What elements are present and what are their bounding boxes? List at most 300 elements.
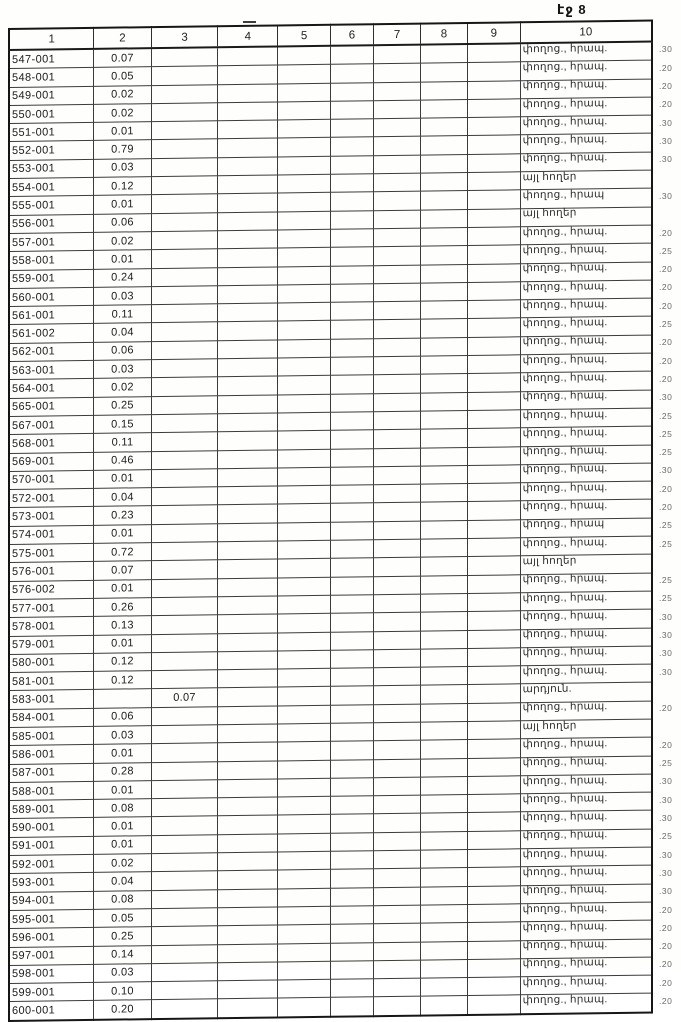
empty-cell	[374, 448, 421, 467]
land-use-cell	[520, 682, 652, 702]
area-col3-cell	[151, 871, 218, 890]
empty-cell	[218, 889, 278, 908]
parcel-id-cell: 569-001	[9, 452, 94, 471]
empty-cell	[278, 504, 331, 523]
column-header-1: 1	[9, 28, 94, 50]
land-use-label: փողոց., հրապ.	[522, 224, 608, 238]
scan-artifact-dash	[243, 21, 256, 23]
empty-cell	[374, 283, 421, 302]
land-use-label: այլ հողեր	[522, 206, 577, 220]
empty-cell	[330, 64, 373, 83]
land-use-label: փողոց., հրապ.	[522, 901, 608, 915]
empty-cell	[467, 43, 520, 62]
empty-cell	[278, 449, 331, 468]
empty-cell	[467, 227, 520, 246]
empty-cell	[420, 612, 467, 631]
area-col2-cell: 0.01	[94, 634, 151, 653]
empty-cell	[374, 503, 421, 522]
land-use-label: փողոց., հրապ	[522, 517, 605, 531]
land-use-cell	[520, 390, 652, 410]
area-col3-cell	[151, 194, 218, 213]
empty-cell	[420, 721, 467, 740]
empty-cell	[218, 376, 278, 395]
margin-note: .20	[659, 922, 673, 933]
empty-cell	[278, 431, 331, 450]
parcel-id-cell: 548-001	[9, 68, 94, 87]
area-col2-cell: 0.05	[94, 909, 151, 928]
area-col2-cell: 0.11	[94, 433, 151, 452]
area-col3-cell	[151, 176, 218, 195]
land-use-cell	[520, 737, 652, 757]
parcel-id-cell: 567-001	[9, 415, 94, 434]
empty-cell	[467, 739, 520, 758]
empty-cell	[218, 358, 278, 377]
parcel-id-cell: 580-001	[9, 653, 94, 672]
empty-cell	[374, 997, 421, 1016]
empty-cell	[218, 724, 278, 743]
page-number-label: էջ 8	[557, 2, 587, 17]
margin-note: .30	[659, 630, 673, 641]
empty-cell	[218, 157, 278, 176]
empty-cell	[374, 484, 421, 503]
column-header-2: 2	[94, 27, 151, 49]
area-col3-cell	[151, 761, 218, 780]
empty-cell	[278, 46, 331, 65]
empty-cell	[218, 541, 278, 560]
empty-cell	[278, 851, 331, 870]
parcel-id-cell: 576-002	[9, 580, 94, 599]
parcel-id-cell: 550-001	[9, 104, 94, 123]
empty-cell	[420, 118, 467, 137]
land-use-label: փողոց., հրապ.	[522, 883, 608, 897]
land-use-cell	[520, 536, 652, 556]
parcel-id-cell: 552-001	[9, 141, 94, 160]
area-col2-cell: 0.25	[94, 396, 151, 415]
empty-cell	[467, 794, 520, 813]
area-col2-cell: 0.04	[94, 323, 151, 342]
margin-note: .20	[659, 941, 673, 952]
empty-cell	[374, 191, 421, 210]
parcel-id-cell: 596-001	[9, 928, 94, 947]
empty-cell	[278, 467, 331, 486]
area-col2-cell: 0.06	[94, 341, 151, 360]
empty-cell	[278, 559, 331, 578]
parcel-id-cell: 578-001	[9, 617, 94, 636]
land-use-label: փողոց., հրապ.	[522, 828, 608, 842]
land-use-label: փողոց., հրապ.	[522, 865, 608, 879]
empty-cell	[278, 687, 331, 706]
margin-note: .20	[659, 355, 673, 366]
parcel-id-cell: 597-001	[9, 946, 94, 965]
area-col2-cell: 0.72	[94, 543, 151, 562]
empty-cell	[420, 246, 467, 265]
empty-cell	[420, 941, 467, 960]
empty-cell	[330, 741, 373, 760]
empty-cell	[278, 668, 331, 687]
area-col3-cell	[151, 212, 218, 231]
empty-cell	[467, 538, 520, 557]
empty-cell	[467, 977, 520, 996]
empty-cell	[374, 539, 421, 558]
parcel-id-cell: 592-001	[9, 854, 94, 873]
land-use-cell	[520, 829, 652, 849]
column-header-10: 10	[520, 21, 652, 44]
margin-note: .20	[659, 501, 673, 512]
land-use-cell	[520, 353, 652, 373]
empty-cell	[218, 212, 278, 231]
empty-cell	[420, 813, 467, 832]
empty-cell	[218, 815, 278, 834]
land-use-cell	[520, 774, 652, 794]
parcel-id-cell: 560-001	[9, 287, 94, 306]
empty-cell	[278, 174, 331, 193]
empty-cell	[330, 796, 373, 815]
area-col3-cell	[151, 121, 218, 140]
empty-cell	[330, 869, 373, 888]
empty-cell	[420, 795, 467, 814]
empty-cell	[374, 155, 421, 174]
column-header-6: 6	[330, 24, 373, 46]
empty-cell	[420, 703, 467, 722]
land-use-cell	[520, 335, 652, 355]
column-header-3: 3	[151, 26, 218, 48]
empty-cell	[420, 831, 467, 850]
land-use-cell	[520, 499, 652, 519]
area-col3-cell	[151, 267, 218, 286]
margin-note: .20	[659, 282, 673, 293]
land-use-label: փողոց., հրապ.	[522, 773, 608, 787]
empty-cell	[467, 117, 520, 136]
empty-cell	[278, 394, 331, 413]
land-use-label: փողոց., հրապ.	[522, 297, 608, 312]
empty-cell	[330, 723, 373, 742]
area-col3-cell	[151, 377, 218, 396]
land-use-label: փողոց., հրապ.	[522, 41, 608, 55]
empty-cell	[278, 211, 331, 230]
land-use-cell	[520, 719, 652, 739]
empty-cell	[467, 282, 520, 301]
parcel-id-cell: 584-001	[9, 708, 94, 727]
land-use-cell	[520, 628, 652, 648]
empty-cell	[467, 501, 520, 520]
margin-note: .20	[659, 483, 673, 494]
empty-cell	[420, 410, 467, 429]
area-col2-cell: 0.01	[94, 817, 151, 836]
empty-cell	[374, 685, 421, 704]
area-col3-cell	[151, 359, 218, 378]
margin-note: .25	[659, 538, 673, 549]
margin-note: .30	[659, 44, 673, 55]
parcel-id-cell: 570-001	[9, 470, 94, 489]
empty-cell	[330, 851, 373, 870]
margin-note: .25	[659, 245, 673, 256]
empty-cell	[218, 907, 278, 926]
empty-cell	[420, 996, 467, 1015]
empty-cell	[278, 925, 331, 944]
land-use-label: փողոց., հրապ.	[522, 462, 608, 476]
parcel-id-cell: 554-001	[9, 177, 94, 196]
margin-note: .20	[659, 373, 673, 384]
empty-cell	[467, 757, 520, 776]
land-use-label: փողոց., հրապ.	[522, 700, 608, 714]
empty-cell	[278, 357, 331, 376]
empty-cell	[278, 595, 331, 614]
empty-cell	[218, 468, 278, 487]
empty-cell	[218, 175, 278, 194]
empty-cell	[374, 411, 421, 430]
empty-cell	[278, 376, 331, 395]
empty-cell	[374, 594, 421, 613]
parcel-id-cell: 600-001	[9, 1001, 94, 1021]
empty-cell	[330, 247, 373, 266]
empty-cell	[374, 649, 421, 668]
empty-cell	[330, 540, 373, 559]
empty-cell	[420, 392, 467, 411]
margin-note: .20	[659, 264, 673, 275]
area-col2-cell: 0.02	[94, 232, 151, 251]
land-use-label: փողոց., հրապ.	[522, 737, 608, 751]
area-col3-cell	[151, 889, 218, 908]
empty-cell	[330, 137, 373, 156]
empty-cell	[467, 721, 520, 740]
empty-cell	[374, 667, 421, 686]
column-header-4: 4	[218, 25, 278, 47]
parcel-id-cell: 573-001	[9, 507, 94, 526]
land-use-label: փողոց., հրապ.	[522, 846, 608, 860]
area-col3-cell	[151, 615, 218, 634]
empty-cell	[420, 136, 467, 155]
empty-cell	[218, 138, 278, 157]
margin-note: .25	[659, 758, 673, 769]
margin-note: .25	[659, 575, 673, 586]
empty-cell	[330, 82, 373, 101]
empty-cell	[467, 520, 520, 539]
area-col2-cell: 0.02	[94, 104, 151, 123]
area-col2-cell: 0.04	[94, 488, 151, 507]
parcel-id-cell: 572-001	[9, 489, 94, 508]
empty-cell	[374, 265, 421, 284]
empty-cell	[330, 503, 373, 522]
empty-cell	[467, 904, 520, 923]
land-use-cell	[520, 591, 652, 611]
land-use-cell	[520, 920, 652, 940]
parcel-id-cell: 577-001	[9, 598, 94, 617]
empty-cell	[278, 522, 331, 541]
empty-cell	[278, 266, 331, 285]
land-use-label: այլ հողեր	[522, 554, 577, 568]
empty-cell	[218, 395, 278, 414]
empty-cell	[218, 834, 278, 853]
empty-cell	[420, 740, 467, 759]
land-use-label: փողոց., հրապ.	[522, 426, 608, 440]
empty-cell	[374, 100, 421, 119]
empty-cell	[467, 483, 520, 502]
land-use-cell	[520, 792, 652, 812]
land-use-cell	[520, 518, 652, 538]
empty-cell	[374, 759, 421, 778]
land-use-cell	[520, 262, 652, 282]
empty-cell	[330, 814, 373, 833]
empty-cell	[467, 776, 520, 795]
land-use-label: փողոց., հրապ.	[522, 261, 608, 275]
empty-cell	[374, 905, 421, 924]
area-col3-cell	[151, 633, 218, 652]
empty-cell	[467, 867, 520, 886]
empty-cell	[420, 356, 467, 375]
area-col2-cell: 0.12	[94, 652, 151, 671]
empty-cell	[330, 686, 373, 705]
empty-cell	[278, 540, 331, 559]
land-use-cell	[520, 902, 652, 922]
empty-cell	[278, 65, 331, 84]
area-col2-cell: 0.12	[94, 177, 151, 196]
empty-cell	[420, 557, 467, 576]
empty-cell	[278, 723, 331, 742]
margin-note: .20	[659, 337, 673, 348]
empty-cell	[278, 815, 331, 834]
empty-cell	[330, 448, 373, 467]
empty-cell	[330, 338, 373, 357]
area-col2-cell: 0.13	[94, 616, 151, 635]
empty-cell	[374, 887, 421, 906]
empty-cell	[330, 631, 373, 650]
land-use-label: փողոց., հրապ.	[522, 334, 608, 348]
empty-cell	[420, 484, 467, 503]
empty-cell	[218, 706, 278, 725]
empty-cell	[218, 669, 278, 688]
empty-cell	[330, 906, 373, 925]
area-col3-cell	[151, 322, 218, 341]
land-use-cell	[520, 445, 652, 465]
empty-cell	[330, 192, 373, 211]
land-use-label: փողոց., հրապ.	[522, 938, 608, 952]
land-use-cell	[520, 408, 652, 428]
empty-cell	[218, 413, 278, 432]
empty-cell	[467, 629, 520, 648]
empty-cell	[278, 577, 331, 596]
empty-cell	[467, 684, 520, 703]
empty-cell	[218, 230, 278, 249]
area-col2-cell: 0.07	[94, 561, 151, 580]
parcel-id-cell: 556-001	[9, 214, 94, 233]
margin-note: .20	[659, 703, 673, 714]
parcel-id-cell: 579-001	[9, 635, 94, 654]
land-use-label: փողոց., հրապ.	[522, 627, 608, 641]
land-use-label: փողոց., հրապ.	[522, 791, 608, 806]
empty-cell	[420, 502, 467, 521]
empty-cell	[218, 321, 278, 340]
empty-cell	[374, 173, 421, 192]
empty-cell	[218, 761, 278, 780]
empty-cell	[420, 319, 467, 338]
land-use-label: փողոց., հրապ.	[522, 444, 608, 458]
empty-cell	[374, 557, 421, 576]
parcel-id-cell: 576-001	[9, 562, 94, 581]
empty-cell	[330, 576, 373, 595]
area-col3-cell	[151, 560, 218, 579]
empty-cell	[374, 832, 421, 851]
parcel-id-cell: 553-001	[9, 159, 94, 178]
empty-cell	[374, 137, 421, 156]
margin-note: .25	[659, 319, 673, 330]
empty-cell	[330, 704, 373, 723]
land-use-cell	[520, 115, 652, 135]
land-use-cell	[520, 481, 652, 501]
empty-cell	[374, 82, 421, 101]
empty-cell	[467, 337, 520, 356]
empty-cell	[467, 99, 520, 118]
empty-cell	[374, 960, 421, 979]
margin-note: .20	[659, 227, 673, 238]
empty-cell	[218, 559, 278, 578]
area-col2-cell: 0.26	[94, 598, 151, 617]
empty-cell	[330, 320, 373, 339]
area-col2-cell: 0.07	[94, 48, 151, 68]
land-use-cell	[520, 134, 652, 154]
land-use-cell	[520, 975, 652, 995]
empty-cell	[467, 593, 520, 612]
area-col2-cell: 0.20	[94, 1000, 151, 1020]
empty-cell	[218, 797, 278, 816]
margin-note: .20	[659, 62, 673, 73]
empty-cell	[278, 101, 331, 120]
parcel-id-cell: 588-001	[9, 781, 94, 800]
empty-cell	[278, 156, 331, 175]
empty-cell	[330, 650, 373, 669]
empty-cell	[420, 44, 467, 63]
empty-cell	[420, 337, 467, 356]
empty-cell	[278, 485, 331, 504]
empty-cell	[278, 302, 331, 321]
empty-cell	[467, 446, 520, 465]
area-col2-cell: 0.25	[94, 927, 151, 946]
empty-cell	[278, 229, 331, 248]
land-use-label: փողոց., հրապ.	[522, 535, 608, 549]
area-col2-cell: 0.02	[94, 85, 151, 104]
area-col3-cell	[151, 578, 218, 597]
land-use-label: փողոց., հրապ.	[522, 151, 608, 165]
area-col2-cell: 0.28	[94, 762, 151, 781]
empty-cell	[420, 429, 467, 448]
empty-cell	[330, 485, 373, 504]
empty-cell	[278, 119, 331, 138]
empty-cell	[330, 229, 373, 248]
empty-cell	[467, 995, 520, 1014]
land-use-cell	[520, 939, 652, 959]
empty-cell	[420, 575, 467, 594]
margin-note: .30	[659, 666, 673, 677]
empty-cell	[420, 374, 467, 393]
empty-cell	[467, 208, 520, 227]
land-use-label: փողոց., հրապ.	[522, 133, 608, 147]
empty-cell	[330, 430, 373, 449]
parcel-id-cell: 591-001	[9, 836, 94, 855]
area-col2-cell: 0.79	[94, 140, 151, 159]
empty-cell	[278, 888, 331, 907]
area-col2-cell: 0.11	[94, 305, 151, 324]
parcel-id-cell: 589-001	[9, 800, 94, 819]
area-col2-cell: 0.03	[94, 158, 151, 177]
margin-note: .20	[659, 904, 673, 915]
land-use-cell	[520, 207, 652, 227]
empty-cell	[374, 704, 421, 723]
area-col3-cell	[151, 652, 218, 671]
table-body	[9, 42, 652, 1021]
margin-note: .25	[659, 593, 673, 604]
margin-note: .20	[659, 300, 673, 311]
land-use-cell	[520, 225, 652, 245]
margin-note: .25	[659, 410, 673, 421]
